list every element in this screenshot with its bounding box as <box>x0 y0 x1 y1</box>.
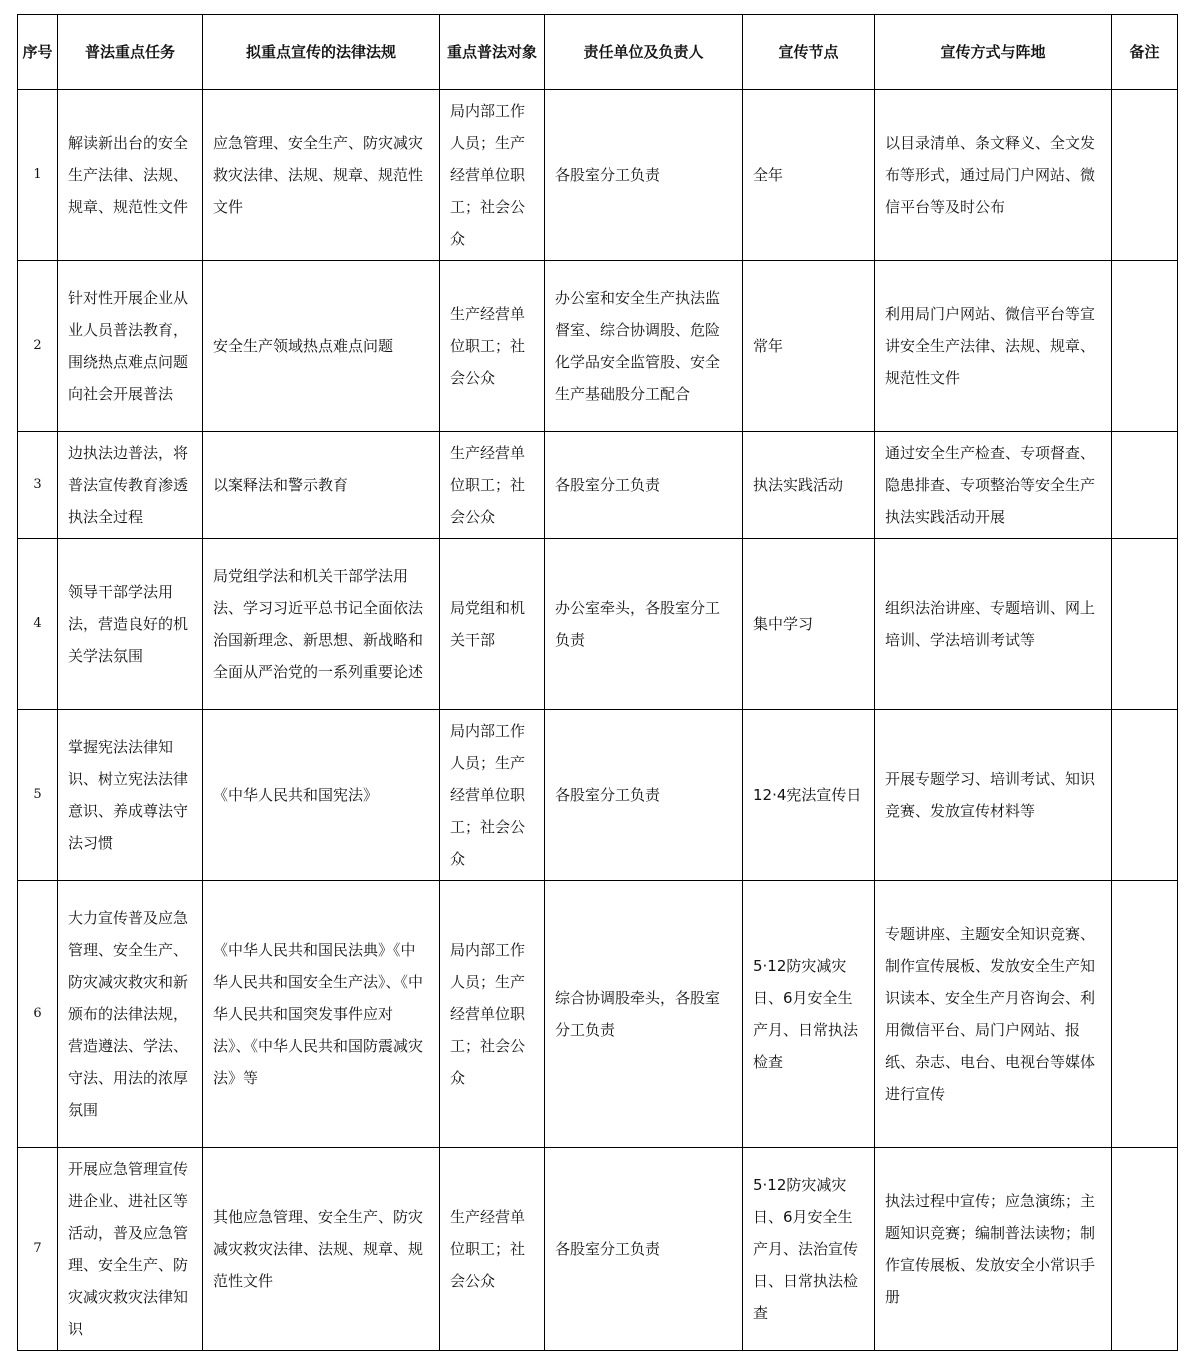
cell-target: 局内部工作人员；生产经营单位职工；社会公众 <box>440 710 545 881</box>
cell-unit: 各股室分工负责 <box>545 90 743 261</box>
cell-timing: 集中学习 <box>743 539 875 710</box>
cell-timing: 执法实践活动 <box>743 432 875 539</box>
header-method: 宣传方式与阵地 <box>875 15 1112 90</box>
table-row <box>18 261 1178 432</box>
cell-note <box>1112 90 1178 261</box>
header-timing: 宣传节点 <box>743 15 875 90</box>
cell-note <box>1112 710 1178 881</box>
cell-method: 组织法治讲座、专题培训、网上培训、学法培训考试等 <box>875 539 1112 710</box>
cell-laws: 应急管理、安全生产、防灾减灾救灾法律、法规、规章、规范性文件 <box>203 90 440 261</box>
cell-no: 2 <box>18 261 58 432</box>
cell-laws: 以案释法和警示教育 <box>203 432 440 539</box>
cell-target: 生产经营单位职工；社会公众 <box>440 1148 545 1351</box>
header-laws: 拟重点宣传的法律法规 <box>203 15 440 90</box>
cell-no: 6 <box>18 881 58 1148</box>
cell-unit: 各股室分工负责 <box>545 432 743 539</box>
cell-method: 利用局门户网站、微信平台等宣讲安全生产法律、法规、规章、规范性文件 <box>875 261 1112 432</box>
cell-laws: 《中华人民共和国宪法》 <box>203 710 440 881</box>
cell-note <box>1112 881 1178 1148</box>
header-task: 普法重点任务 <box>58 15 203 90</box>
cell-task: 开展应急管理宣传进企业、进社区等活动，普及应急管理、安全生产、防灾减灾救灾法律知识 <box>58 1148 203 1351</box>
cell-note <box>1112 1148 1178 1351</box>
header-row <box>18 15 1178 90</box>
cell-note <box>1112 432 1178 539</box>
cell-laws: 其他应急管理、安全生产、防灾减灾救灾法律、法规、规章、规范性文件 <box>203 1148 440 1351</box>
cell-timing: 12·4宪法宣传日 <box>743 710 875 881</box>
cell-target: 生产经营单位职工；社会公众 <box>440 432 545 539</box>
cell-target: 局党组和机关干部 <box>440 539 545 710</box>
cell-note <box>1112 539 1178 710</box>
cell-method: 执法过程中宣传；应急演练；主题知识竞赛；编制普法读物；制作宣传展板、发放安全小常识手册 <box>875 1148 1112 1351</box>
cell-no: 7 <box>18 1148 58 1351</box>
table-row <box>18 710 1178 881</box>
table-row <box>18 90 1178 261</box>
cell-method: 专题讲座、主题安全知识竞赛、制作宣传展板、发放安全生产知识读本、安全生产月咨询会、利用微信平台、局门户网站、报纸、杂志、电台、电视台等媒体进行宣传 <box>875 881 1112 1148</box>
cell-method: 开展专题学习、培训考试、知识竞赛、发放宣传材料等 <box>875 710 1112 881</box>
cell-task: 解读新出台的安全生产法律、法规、规章、规范性文件 <box>58 90 203 261</box>
cell-target: 生产经营单位职工；社会公众 <box>440 261 545 432</box>
cell-method: 通过安全生产检查、专项督查、隐患排查、专项整治等安全生产执法实践活动开展 <box>875 432 1112 539</box>
cell-unit: 综合协调股牵头，各股室分工负责 <box>545 881 743 1148</box>
table-row <box>18 539 1178 710</box>
cell-task: 掌握宪法法律知识、树立宪法法律意识、养成尊法守法习惯 <box>58 710 203 881</box>
cell-timing: 常年 <box>743 261 875 432</box>
table-row <box>18 1148 1178 1351</box>
cell-no: 3 <box>18 432 58 539</box>
cell-unit: 办公室牵头，各股室分工负责 <box>545 539 743 710</box>
cell-no: 1 <box>18 90 58 261</box>
cell-task: 大力宣传普及应急管理、安全生产、防灾减灾救灾和新颁布的法律法规，营造遵法、学法、守法、用法的浓厚氛围 <box>58 881 203 1148</box>
publicity-plan-table <box>17 14 1178 1351</box>
cell-laws: 局党组学法和机关干部学法用法、学习习近平总书记全面依法治国新理念、新思想、新战略和全面从严治党的一系列重要论述 <box>203 539 440 710</box>
cell-target: 局内部工作人员；生产经营单位职工；社会公众 <box>440 90 545 261</box>
cell-timing: 全年 <box>743 90 875 261</box>
cell-unit: 各股室分工负责 <box>545 710 743 881</box>
cell-task: 针对性开展企业从业人员普法教育，围绕热点难点问题向社会开展普法 <box>58 261 203 432</box>
cell-timing: 5·12防灾减灾日、6月安全生产月、法治宣传日、日常执法检查 <box>743 1148 875 1351</box>
header-no: 序号 <box>18 15 58 90</box>
cell-unit: 各股室分工负责 <box>545 1148 743 1351</box>
cell-note <box>1112 261 1178 432</box>
cell-task: 边执法边普法，将普法宣传教育渗透执法全过程 <box>58 432 203 539</box>
cell-task: 领导干部学法用法，营造良好的机关学法氛围 <box>58 539 203 710</box>
cell-unit: 办公室和安全生产执法监督室、综合协调股、危险化学品安全监管股、安全生产基础股分工配合 <box>545 261 743 432</box>
header-unit: 责任单位及负责人 <box>545 15 743 90</box>
table-row <box>18 881 1178 1148</box>
cell-method: 以目录清单、条文释义、全文发布等形式，通过局门户网站、微信平台等及时公布 <box>875 90 1112 261</box>
table-row <box>18 432 1178 539</box>
header-target: 重点普法对象 <box>440 15 545 90</box>
cell-no: 5 <box>18 710 58 881</box>
cell-no: 4 <box>18 539 58 710</box>
cell-laws: 安全生产领域热点难点问题 <box>203 261 440 432</box>
cell-timing: 5·12防灾减灾日、6月安全生产月、日常执法检查 <box>743 881 875 1148</box>
cell-laws: 《中华人民共和国民法典》《中华人民共和国安全生产法》、《中华人民共和国突发事件应对法》、《中华人民共和国防震减灾法》等 <box>203 881 440 1148</box>
cell-target: 局内部工作人员；生产经营单位职工；社会公众 <box>440 881 545 1148</box>
header-note: 备注 <box>1112 15 1178 90</box>
